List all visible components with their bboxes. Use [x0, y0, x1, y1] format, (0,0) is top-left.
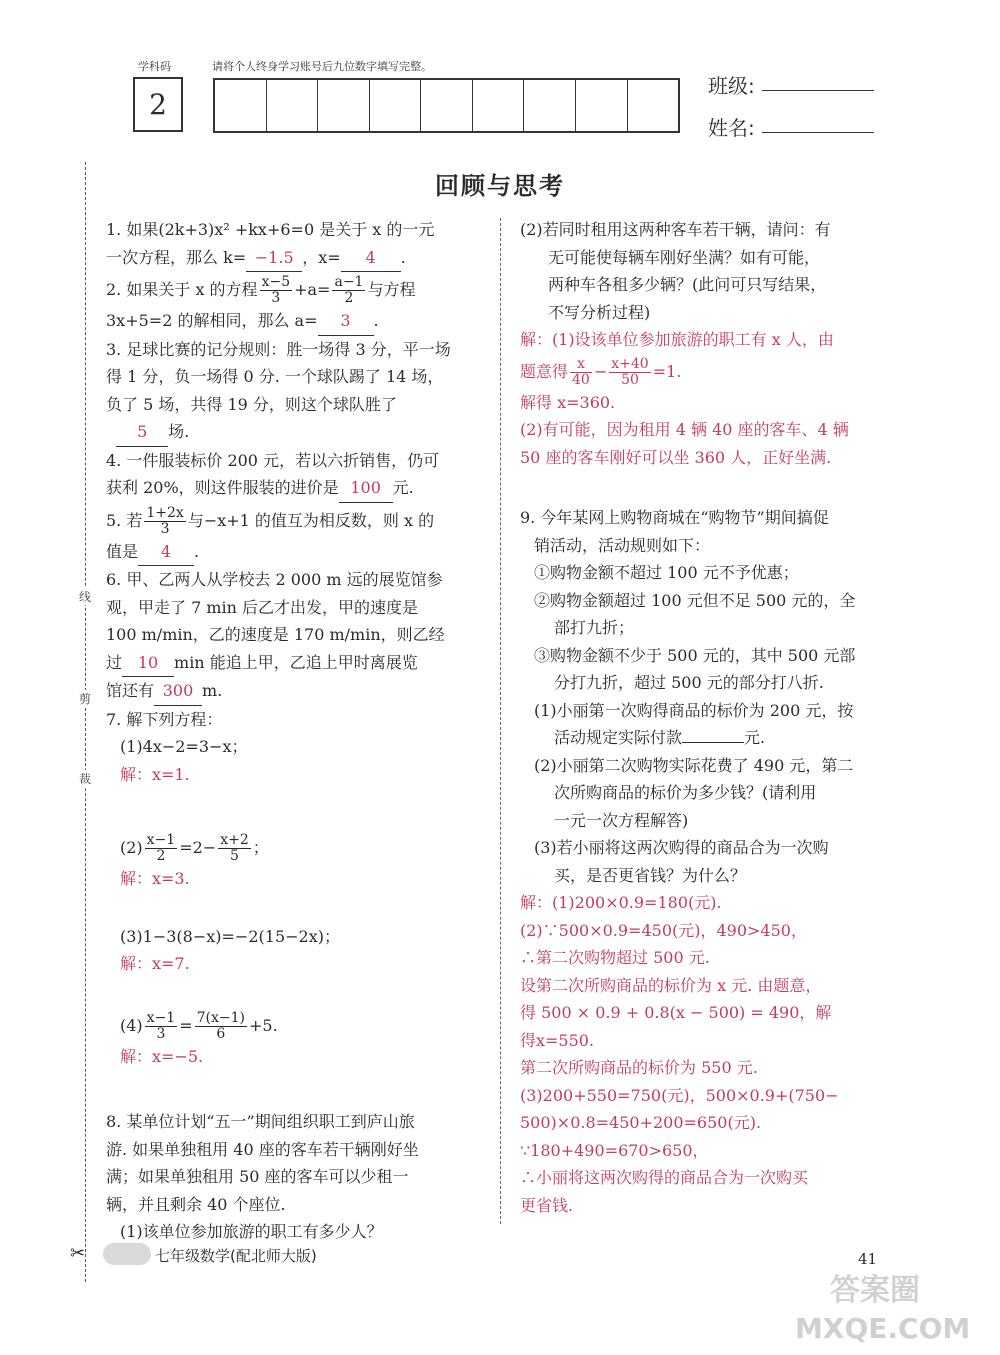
fraction: $\frac{x}{40}$ [572, 355, 590, 388]
q9-answer-line: 得x=550. [520, 1030, 595, 1050]
cut-char: 线 [73, 588, 97, 605]
q3-answer: 5 [116, 418, 168, 447]
column-divider [500, 218, 501, 1224]
q9-line: 活动规定实际付款 元. [554, 728, 766, 747]
q6-answer-2: 300 [154, 677, 202, 706]
account-digit-boxes[interactable] [213, 78, 680, 133]
q5-line [106, 503, 491, 538]
digit-box[interactable] [421, 80, 473, 131]
left-column [106, 216, 491, 1246]
digit-box[interactable] [267, 80, 319, 131]
digit-box[interactable] [576, 80, 628, 131]
q7-3: (3)1−3(8−x)=−2(15−2x)； [120, 926, 340, 946]
q9-line: 买，是否更省钱？为什么？ [554, 865, 747, 885]
q1-answer-x: 4 [341, 244, 401, 273]
q9-1-blank[interactable] [682, 742, 744, 743]
q9-answer-line: ∴小丽将这两次购得的商品合为一次购买 [520, 1168, 809, 1187]
q6-line: 6. 甲、乙两人从学校去 2 000 m 远的展览馆参 [106, 570, 443, 589]
q9-line: 9. 今年某网上购物商城在“购物节”期间搞促 [520, 508, 829, 527]
q9-answer-line: (3)200+550=750(元)，500×0.9+(750− [520, 1085, 839, 1105]
q9-answer-line: (2)∵500×0.9=450(元)，490>450， [520, 920, 807, 940]
fraction: $\frac{x+40}{50}$ [611, 355, 649, 388]
q2-text: +a= [294, 280, 331, 299]
q4-line [106, 474, 491, 503]
class-field[interactable] [762, 90, 874, 91]
q6-text: min 能追上甲，乙追上甲时离展览 [174, 652, 418, 672]
fraction: $\frac{a-1}{2}$ [334, 274, 364, 306]
name-field[interactable] [762, 132, 874, 133]
name-label: 姓名: [708, 116, 755, 140]
q5-text: 值是 [106, 541, 139, 561]
subject-code-box: 2 [133, 77, 183, 132]
q3-line: 得 1 分，负一场得 0 分. 一个球队踢了 14 场， [106, 367, 444, 386]
digit-box[interactable] [318, 80, 370, 131]
account-instruction: 请将个人终身学习账号后九位数字填写完整。 [212, 60, 432, 73]
q8-2-line: 两种车各租多少辆？(此问可只写结果， [548, 275, 827, 294]
book-logo-icon [103, 1243, 151, 1265]
q8-line: (1)该单位参加旅游的职工有多少人？ [120, 1222, 383, 1241]
q9-line: (3)若小丽将这两次购得的商品合为一次购 [534, 838, 829, 857]
fraction: $\frac{x-1}{2}$ [146, 832, 176, 864]
q9-answer-line: 设第二次所购商品的标价为 x 元. 由题意， [520, 975, 822, 995]
fraction: $\frac{7(x-1)}{6}$ [196, 1009, 245, 1042]
q8-2-line: (2)若同时租用这两种客车若干辆，请问：有 [520, 220, 831, 239]
q1-line: 一次方程，那么 k= −1.5 ，x= 4 . [106, 244, 491, 273]
q5-answer: 4 [138, 538, 194, 567]
q6-text: m. [202, 681, 223, 700]
q5-text: 5. 若 [106, 510, 143, 530]
fraction: $\frac{x-5}{3}$ [261, 274, 291, 306]
q9-answer-line: 得 500 × 0.9 + 0.8(x − 500) = 490，解 [520, 1003, 832, 1022]
q9-line: ③购物金额不少于 500 元的，其中 500 元部 [534, 645, 856, 665]
digit-box[interactable] [524, 80, 576, 131]
q4-line: 4. 一件服装标价 200 元，若以六折销售，仍可 [106, 450, 440, 470]
q3-line: 负了 5 场，共得 19 分，则这个球队胜了 [106, 394, 397, 414]
q7-2: (2) $\frac{x-1}{2}$ =2− $\frac{x+2}{5}$ ； [120, 832, 269, 864]
q8-line: 游. 如果单独租用 40 座的客车若干辆刚好坐 [106, 1139, 419, 1159]
digit-box[interactable] [215, 80, 267, 131]
q7-1-answer: 解：x=1. [120, 764, 190, 784]
fraction: $\frac{1+2x}{3}$ [146, 504, 184, 537]
q2-line [106, 272, 491, 307]
q9-line: (2)小丽第二次购物实际花费了 490 元，第二 [534, 755, 854, 775]
watermark-url: MXQE.COM [795, 1312, 971, 1345]
q9-answer-line: ∴第二次购物超过 500 元. [520, 948, 710, 967]
q6-line [106, 649, 491, 678]
q6-text: 过 [106, 652, 123, 672]
subject-code-label: 学科码 [138, 60, 171, 73]
q8-2-line: 无可能使每辆车刚好坐满？如有可能， [548, 247, 821, 267]
q8-line: 满；如果单独租用 50 座的客车可以少租一 [106, 1167, 409, 1186]
scissors-icon: ✂ [70, 1243, 86, 1264]
q9-line: ①购物金额不超过 100 元不予优惠； [534, 563, 799, 582]
q3-text: 场. [168, 422, 190, 441]
q6-text: 馆还有 [106, 681, 155, 700]
q9-answer-line: 500)×0.8=450+200=650(元). [520, 1113, 762, 1132]
cut-char: 裁 [73, 770, 97, 787]
q9-line: 分打九折，超过 500 元的部分打八折. [554, 673, 824, 692]
q9-line: 一元一次方程解答) [554, 810, 689, 830]
q9-answer-line: 第二次所购商品的标价为 550 元. [520, 1058, 758, 1077]
q6-answer-1: 10 [122, 649, 174, 678]
q9-answer-line: 更省钱. [520, 1195, 574, 1215]
cut-char: 剪 [73, 690, 97, 707]
q6-line: 观，甲走了 7 min 后乙才出发，甲的速度是 [106, 597, 419, 617]
q8-line: 辆，并且剩余 40 个座位. [106, 1194, 286, 1214]
q9-line: (1)小丽第一次购得商品的标价为 200 元，按 [534, 700, 854, 720]
q4-text: 元. [392, 478, 414, 497]
q4-text: 获利 20%，则这件服装的进价是 [106, 478, 339, 497]
q1-line: 1. 如果(2k+3)x² +kx+6=0 是关于 x 的一元 [106, 220, 435, 239]
q6-line [106, 677, 491, 706]
watermark-logo: 答案圈 [830, 1273, 920, 1308]
digit-box[interactable] [370, 80, 422, 131]
q2-text: 3x+5=2 的解相同，那么 a= [106, 311, 318, 330]
q5-text: 与−x+1 的值互为相反数，则 x 的 [187, 510, 435, 530]
q4-answer: 100 [339, 474, 393, 503]
q2-text: 与方程 [367, 280, 416, 299]
book-title: 七年级数学(配北师大版) [155, 1247, 317, 1265]
digit-box[interactable] [628, 80, 679, 131]
q7-4-answer: 解：x=−5. [120, 1046, 204, 1066]
q9-answer-line: ∵180+490=670>650， [520, 1140, 709, 1160]
q2-answer: 3 [318, 307, 374, 336]
q9-line: 次所购商品的标价为多少钱？(请利用 [554, 783, 817, 802]
class-label: 班级: [708, 74, 755, 98]
digit-box[interactable] [473, 80, 525, 131]
cut-line [85, 162, 86, 1282]
q9-line: 部打九折； [554, 618, 635, 637]
q3-line: 3. 足球比赛的记分规则：胜一场得 3 分，平一场 [106, 339, 451, 359]
q1-answer-k: −1.5 [246, 244, 302, 273]
fraction: $\frac{x+2}{5}$ [220, 832, 249, 864]
fraction: $\frac{x-1}{3}$ [146, 1009, 176, 1042]
q7-2-answer: 解：x=3. [120, 869, 190, 888]
q8-answer-line: 解得 x=360. [520, 392, 616, 412]
q3-line [106, 418, 491, 447]
q9-line: ②购物金额超过 100 元但不足 500 元的，全 [534, 590, 856, 610]
q1-text: 一次方程，那么 k= [106, 247, 247, 267]
q8-answer-line: 解：(1)设该单位参加旅游的职工有 x 人，由 [520, 330, 834, 349]
q8-2-line: 不写分析过程) [548, 302, 651, 322]
q7-heading: 7. 解下列方程： [106, 709, 223, 729]
q8-line: 8. 某单位计划“五一”期间组织职工到庐山旅 [106, 1112, 415, 1131]
q6-line: 100 m/min，乙的速度是 170 m/min，则乙经 [106, 625, 445, 644]
q1-text: ，x= [302, 247, 341, 267]
q2-text: 2. 如果关于 x 的方程 [106, 280, 258, 299]
q7-1: (1)4x−2=3−x； [120, 737, 248, 756]
q2-line: 3x+5=2 的解相同，那么 a= 3 . [106, 307, 491, 336]
q8-answer-line: 50 座的客车刚好可以坐 360 人，正好坐满. [520, 447, 832, 467]
q7-3-answer: 解：x=7. [120, 954, 190, 973]
q5-line: 值是 4 . [106, 538, 491, 567]
page-number: 41 [858, 1250, 878, 1268]
q8-answer-line: 题意得 $\frac{x}{40}$ − $\frac{x+40}{50}$ =1. [520, 355, 682, 388]
right-column [520, 216, 905, 1219]
q9-line: 销活动，活动规则如下： [534, 535, 711, 555]
q9-answer-line: 解：(1)200×0.9=180(元). [520, 893, 722, 912]
q7-4: (4) $\frac{x-1}{3}$ = $\frac{7(x-1)}{6}$ +5. [120, 1009, 278, 1042]
page-title: 回顾与思考 [435, 171, 565, 200]
q8-answer-line: (2)有可能，因为租用 4 辆 40 座的客车、4 辆 [520, 420, 849, 439]
